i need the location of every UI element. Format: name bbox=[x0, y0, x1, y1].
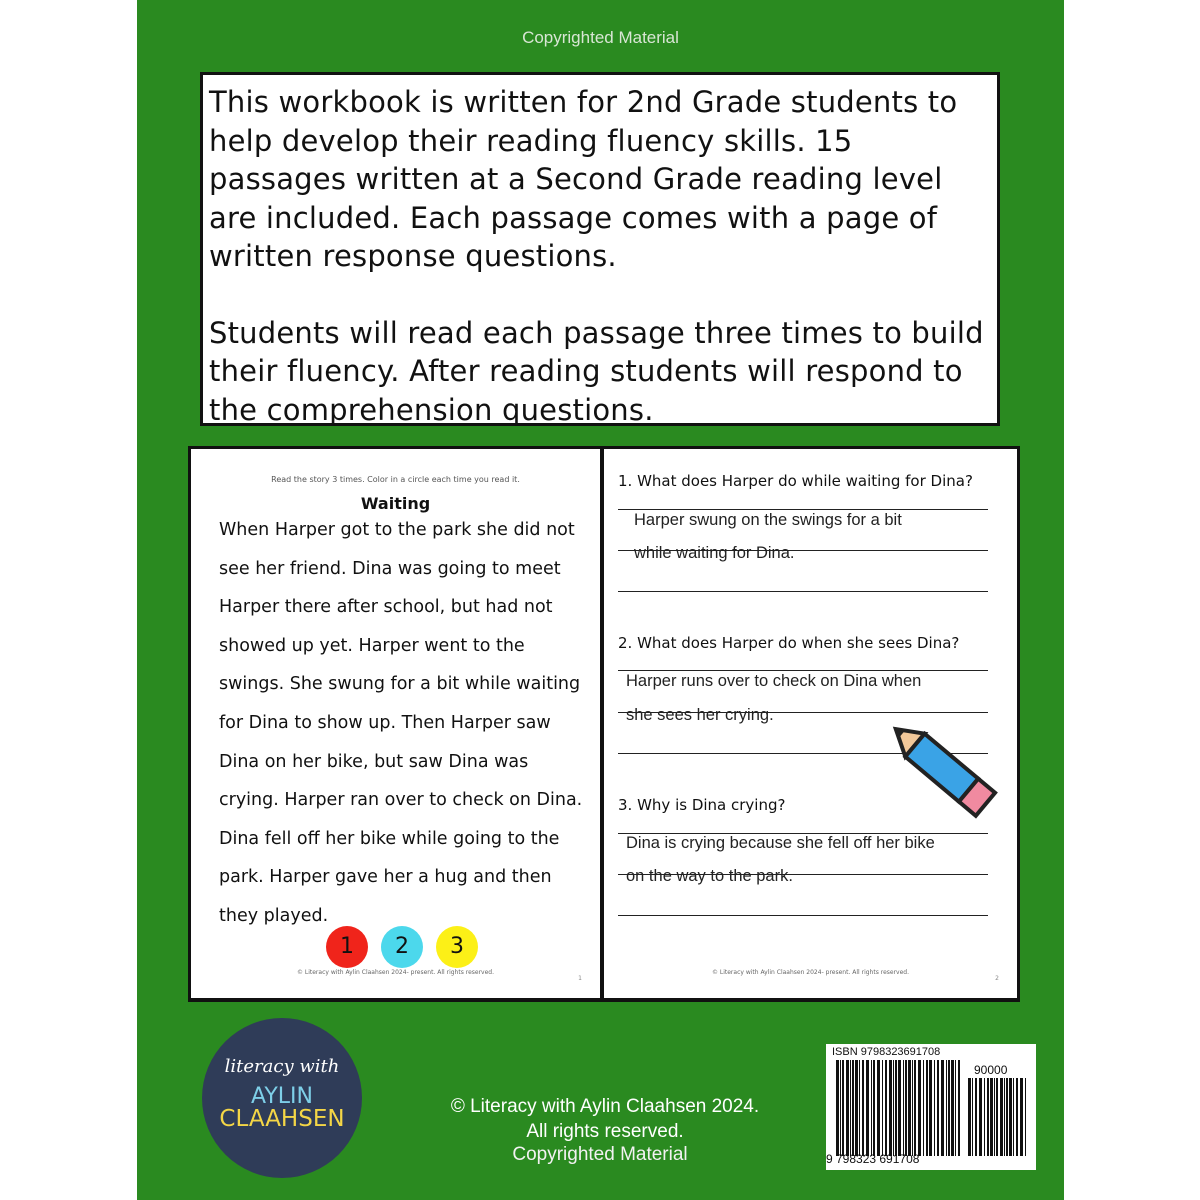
page-number: 2 bbox=[995, 975, 999, 982]
answer-2-line-2: she sees her crying. bbox=[626, 706, 774, 724]
price-code: 90000 bbox=[974, 1063, 1008, 1077]
question-3: 3. Why is Dina crying? bbox=[618, 796, 786, 814]
question-2: 2. What does Harper do when she sees Dina? bbox=[618, 634, 960, 652]
answer-line bbox=[618, 874, 988, 875]
description-paragraph-1: This workbook is written for 2nd Grade students to help develop their reading fluency skills. 15 passages written at a Second Grade reading level are included. Each passage comes with a page of written response questions. bbox=[209, 85, 958, 273]
question-1: 1. What does Harper do while waiting for Dina? bbox=[618, 472, 973, 490]
logo-name-line-1: AYLIN bbox=[251, 1084, 313, 1109]
isbn-barcode bbox=[826, 1044, 1036, 1170]
page-footer: © Literacy with Aylin Claahsen 2024- present. All rights reserved. bbox=[296, 969, 495, 976]
description-paragraph-2: Students will read each passage three times to build their fluency. After reading students will respond to the comprehension questions. bbox=[209, 315, 984, 427]
barcode-digits: 9 798323 691708 bbox=[826, 1152, 920, 1166]
questions-page bbox=[604, 449, 1017, 998]
barcode-addon-bars bbox=[968, 1078, 1028, 1156]
passage-page bbox=[191, 449, 600, 998]
reading-circle-1: 1 bbox=[326, 926, 368, 968]
watermark-bottom: Copyrighted Material bbox=[512, 1144, 688, 1165]
reading-circle-2: 2 bbox=[381, 926, 423, 968]
reading-circle-3: 3 bbox=[436, 926, 478, 968]
answer-3-line-2: on the way to the park. bbox=[626, 867, 793, 885]
copyright-notice bbox=[410, 1094, 800, 1144]
answer-line bbox=[618, 550, 988, 551]
answer-2-line-1: Harper runs over to check on Dina when bbox=[626, 672, 922, 690]
watermark-top: Copyrighted Material bbox=[522, 28, 679, 47]
reading-instructions: Read the story 3 times. Color in a circle each time you read it. bbox=[271, 475, 520, 484]
story-title: Waiting bbox=[360, 494, 431, 513]
logo-script-text: literacy with bbox=[224, 1056, 340, 1077]
answer-3-line-1: Dina is crying because she fell off her bike bbox=[626, 834, 935, 852]
answer-1-line-1: Harper swung on the swings for a bit bbox=[634, 511, 902, 529]
sample-pages bbox=[188, 446, 1020, 1002]
isbn-label: ISBN 9798323691708 bbox=[832, 1046, 941, 1058]
copyright-line-2: All rights reserved. bbox=[526, 1121, 684, 1142]
answer-1-line-2: while waiting for Dina. bbox=[634, 544, 795, 562]
answer-line bbox=[618, 915, 988, 916]
logo-name-line-2: CLAAHSEN bbox=[219, 1106, 345, 1132]
barcode-bars bbox=[836, 1060, 962, 1156]
answer-line bbox=[618, 670, 988, 671]
story-text: When Harper got to the park she did not see her friend. Dina was going to meet Harper there after school, but had not showed up yet. Harper went to the swings. She swung for a bit while waiting for Dina to show up. Then Harper saw Dina on her bike, but saw Dina was crying. Harper ran over to check on Dina. Dina fell off her bike while going to the park. Harper gave her a hug and then they played. bbox=[219, 520, 583, 926]
page-footer: © Literacy with Aylin Claahsen 2024- present. All rights reserved. bbox=[711, 969, 910, 976]
answer-line bbox=[618, 509, 988, 510]
copyright-line-1: © Literacy with Aylin Claahsen 2024. bbox=[450, 1096, 760, 1117]
description-box bbox=[200, 72, 1000, 426]
pencil-icon bbox=[854, 704, 999, 844]
page-number: 1 bbox=[578, 975, 582, 982]
answer-line bbox=[618, 591, 988, 592]
